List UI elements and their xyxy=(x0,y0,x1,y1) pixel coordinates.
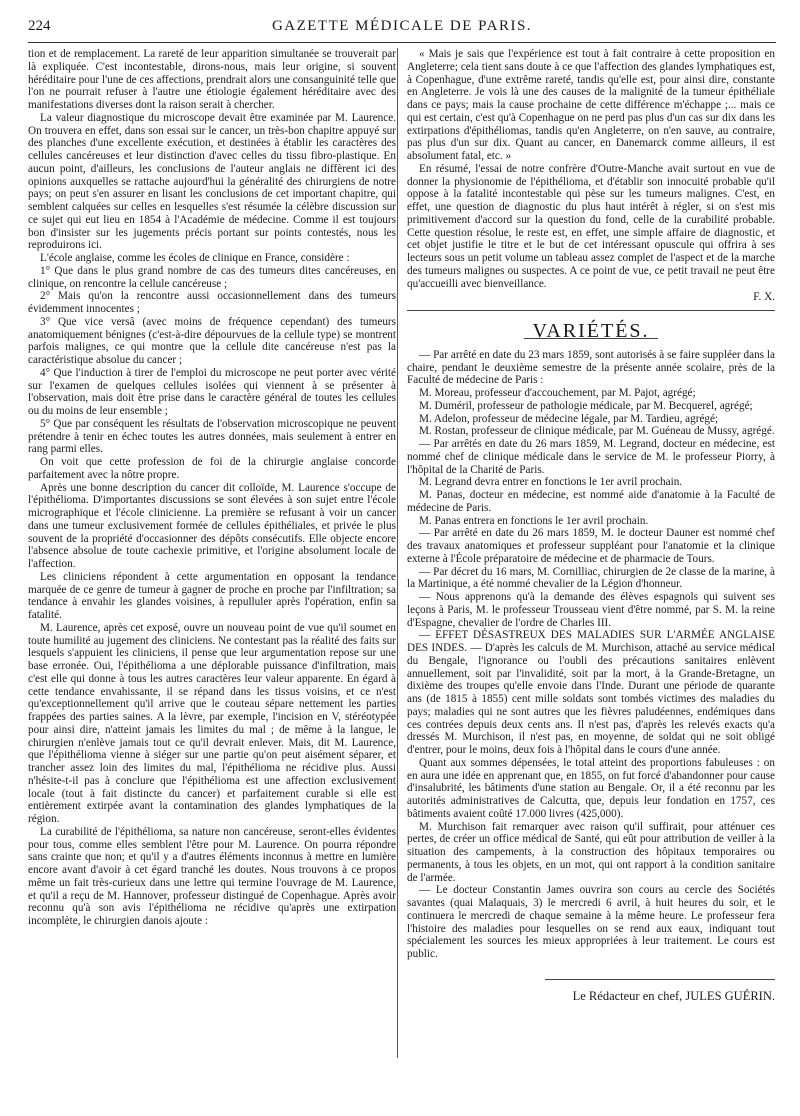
varietes-heading xyxy=(407,320,775,342)
editor-line: Le Rédacteur en chef, JULES GUÉRIN. xyxy=(572,988,775,1003)
running-title: GAZETTE MÉDICALE DE PARIS. xyxy=(271,18,533,34)
right-column-review xyxy=(407,48,775,290)
paragraph: En résumé, l'essai de notre confrère d'Outre-Manche avait surtout en vue de donner la physionomie de l'épithélioma, et d'établir son innocuité probable qu'il oppose à la fatalité incontestable qui pèse sur les tumeurs malignes. C'est, en effet, une question de diagnostic du plus haut intérêt à régler, si on s'est mis primitivement d'accord sur la question du fond, celle de la curabilité probable. Cette question résolue, le reste est, en effet, une simple affaire de diagnostic, et cet objet justifie le titre et le but de cet intéressant opuscule qui offrira à ses lecteurs sous un petit volume un tableau assez complet de l'aspect et de la marche des tumeurs malignes ou suspectes. A ce point de vue, ce petit travail ne peut être qu'accueilli avec bienveillance. xyxy=(407,162,775,290)
left-column xyxy=(28,48,396,928)
right-column xyxy=(407,48,775,1003)
header-rule xyxy=(28,42,776,43)
paragraph: Les cliniciens répondent à cette argumentation en opposant la tendance marquée de ce genre de tumeur à gagner de proche en proche par l'infiltration; sa tendance à envahir les glandes voisines, à repulluler après l'opération, enfin sa fatalité. xyxy=(28,570,396,621)
paragraph: M. Panas, docteur en médecine, est nommé aide d'anatomie à la Faculté de médecine de Paris. xyxy=(407,489,775,514)
paragraph: — Nous apprenons qu'à la demande des élèves espagnols qui suivent ses leçons à Paris, M. le professeur Trousseau vient d'être nommé, par S. M. la reine d'Espagne, chevalier de l'ordre de Charles III. xyxy=(407,591,775,629)
paragraph: — EFFET DÉSASTREUX DES MALADIES SUR L'ARMÉE ANGLAISE DES INDES. — D'après les calculs de M. Murchison, attaché au service médical du Bengale, l'ignorance ou l'oubli des précautions sanitaires enlèvent annuellement, soit par l'invalidité, soit par la mort, à la Grande-Bretagne, un dixième des troupes qu'elle envoie dans l'Inde. Durant une période de quarante ans (de 1815 à 1855) cent mille soldats sont tombés victimes des maladies du pays; maladies qui ne sont autres que les fièvres paludéennes, endémiques dans ces contrées depuis deux cents ans. Il n'est pas, d'après les relevés exacts qu'a dressés M. Murchison, il n'est pas, en moyenne, de soldat qui ne soit obligé d'entrer, pour le moins, deux fois à l'hôpital dans le cours d'une année. xyxy=(407,629,775,756)
paragraph: M. Moreau, professeur d'accouchement, par M. Pajot, agrégé; xyxy=(419,387,696,399)
paragraph: M. Murchison fait remarquer avec raison qu'il suffirait, pour atténuer ces pertes, de créer un office médical de Santé, qui eût pour attribution de veiller à la situation des campements, à la construction des hôpitaux temporaires ou permanents, à tous les objets, en un mot, qui ont rapport à la condition sanitaire de l'armée. xyxy=(407,820,775,884)
paragraph: 5° Que par conséquent les résultats de l'observation microscopique ne peuvent prétendre à tenir en échec toutes les autres données, mais seulement à entrer en rang parmi elles. xyxy=(28,417,396,456)
column-divider xyxy=(397,48,398,1058)
signature: F. X. xyxy=(753,291,775,304)
right-column-varietes xyxy=(407,349,775,961)
paragraph: — Par arrêté en date du 26 mars 1859, M. le docteur Dauner est nommé chef des travaux anatomiques et professeur suppléant pour l'anatomie et la clinique externe à l'École préparatoire de médecine et de pharmacie de Tours. xyxy=(407,527,775,565)
paragraph: La valeur diagnostique du microscope devait être examinée par M. Laurence. On trouvera en effet, dans son essai sur le cancer, un très-bon chapitre appuyé sur des planches d'une excellente exécution, et destinées à établir les caractères des cellules cancéreuses et leur distinction d'avec celles du tissu fibro-plastique. En aucun point, d'ailleurs, les conclusions de l'auteur anglais ne diffèrent ici des opinions auxquelles se rattache aujourd'hui la généralité des chirurgiens de notre pays; on peut s'en assurer en lisant les conclusions de cet important chapitre, qui semblent calquées sur celles en lesquelles s'est résumée la célèbre discussion sur ce sujet qui eut lieu en 1854 à l'Académie de médecine. Comme il est toujours bon d'insister sur les jugements précis portant sur points contestés, nous les reproduirons ici. xyxy=(28,111,396,252)
paragraph: La curabilité de l'épithélioma, sa nature non cancéreuse, seront-elles évidentes pour tous, comme elles semblent l'être pour M. Laurence. On pourra répondre sans crainte que non; et qu'il y a d'autres éléments inconnus à mettre en lumière encore avant d'avoir à cet égard tranché les doutes. Nous trouvons à ce propos même un fait très-curieux dans une lettre qui termine l'ouvrage de M. Laurence, et qu'il a reçu de M. Hannover, professeur distingué de Copenhague. Après avoir reconnu qu'à son avis l'épithélioma ne récidive qu'après une extirpation incomplète, le chirurgien danois ajoute : xyxy=(28,825,396,927)
paragraph: — Par arrêtés en date du 26 mars 1859, M. Legrand, docteur en médecine, est nommé chef de clinique médicale dans le service de M. le professeur Piorry, à l'hôpital de la Charité de Paris. xyxy=(407,438,775,476)
paragraph: — Le docteur Constantin James ouvrira son cours au cercle des Sociétés savantes (quai Malaquais, 3) le mercredi 6 avril, à huit heures du soir, et le continuera le mercredi de chaque semaine à la même heure. Le professeur fera l'histoire des maladies pour lesquelles on se rend aux eaux, indiquant tout spécialement les sources les mieux appropriées à leur traitement. Le cours est public. xyxy=(407,884,775,960)
section-separator xyxy=(407,310,775,311)
paragraph: — Par décret du 16 mars, M. Cornilliac, chirurgien de 2e classe de la marine, à la Martinique, a été nommé chevalier de la Légion d'honneur. xyxy=(407,565,775,591)
paragraph: L'école anglaise, comme les écoles de clinique en France, considère : xyxy=(40,252,350,264)
paragraph: « Mais je sais que l'expérience est tout à fait contraire à cette proposition en Angleterre; cela tient sans doute à ce que l'affection des glandes lymphatiques est, à Copenhague, d'une extrême rareté, tandis qu'elle est, pour ainsi dire, constante en Angleterre. Je vois là une des causes de la malignité de la tumeur épithéliale dans ce pays; mais la cause prochaine de cette différence m'échappe ;... mais ce qui est certain, c'est qu'à Copenhague on ne perd pas plus d'un cas sur dix dans les extirpations d'épithéliomas, tandis qu'en Angleterre, on n'en sauve, au contraire, pas plus d'un sur dix. Quant au cancer, en Danemarck comme ailleurs, il est absolument fatal, etc. » xyxy=(407,48,775,162)
editor-rule xyxy=(545,979,775,980)
paragraph: M. Duméril, professeur de pathologie médicale, par M. Becquerel, agrégé; xyxy=(419,399,753,412)
paragraph: Quant aux sommes dépensées, le total atteint des proportions fabuleuses : on en aura une idée en apprenant que, en 1855, on fut forcé d'abandonner pour cause d'insalubrité, les bâtiments d'une station au Bengale. Or, il a été reconnu par les autorités administratives de Calcutta, que, depuis leur fondation en 1757, ces bâtiments avaient coûté 17.000 livres (425,000). xyxy=(407,756,775,820)
paragraph: On voit que cette profession de foi de la chirurgie anglaise concorde parfaitement avec la nôtre propre. xyxy=(28,456,396,481)
paragraph: 3° Que vice versâ (avec moins de fréquence cependant) des tumeurs anatomiquement bénignes (c'est-à-dire dépourvues de la cellule type) se montrent parfois malignes, ce qui montre que la cellule dite cancéreuse n'est pas la caractéristique absolue du cancer ; xyxy=(28,315,396,366)
paragraph: M. Laurence, après cet exposé, ouvre un nouveau point de vue qu'il soumet en toute humilité au jugement des cliniciens. Ne contestant pas la réalité des faits sur lesquels s'appuient les cliniciens, il pense que leur argumentation repose sur une base erronée. Oui, l'épithélioma a une déplorable puissance d'infiltration, mais c'est elle qui donne à tous les autres caractères leur valeur apparente. En égard à cette tendance envahissante, il se répand dans les tissus voisins, et ce n'est qu'exceptionnellement qu'il arrive que le couteau sépare nettement les parties frappées des parties saines. A la lèvre, par exemple, l'incision en V, stéréotypée pour ainsi dire, n'atteint jamais les limites du mal ; de même à la langue, le chirurgien n'enlève jamais tout ce qu'il devrait enlever. Mais, dit M. Laurence, que l'épithélioma vienne à siéger sur une partie qu'on peut aisément séparer, et trancher assez loin des limites du mal, l'épithélioma ne récidive plus. Aussi n'hésite-t-il pas à conclure que l'épithélioma est une affection exclusivement locale (tout à fait distincte du cancer) et parfaitement curable si elle est entièrement extirpée avant la contamination des glandes lymphatiques de la région. xyxy=(28,621,396,825)
paragraph: M. Panas entrera en fonctions le 1er avril prochain. xyxy=(419,514,649,527)
varietes-title: VARIÉTÉS. xyxy=(524,325,657,339)
paragraph: Après une bonne description du cancer dit colloïde, M. Laurence s'occupe de l'épithélioma. D'importantes discussions se sont élevées à son sujet entre l'école micrographique et l'école clinicienne. La première se refusant à voir un cancer dans une tumeur exclusivement formée de cellules épithéliales, et privée le plus souvent de la propriété d'occasionner des dépôts consécutifs. Elle objecte encore l'absence absolue de toute cachexie primitive, et l'origine absolument locale de l'affection. xyxy=(28,481,396,570)
page-number: 224 xyxy=(28,18,51,34)
paragraph: — Par arrêté en date du 23 mars 1859, sont autorisés à se faire suppléer dans la chaire, pendant le deuxième semestre de la présente année scolaire, près de la Faculté de médecine de Paris : xyxy=(407,348,775,387)
paragraph: 2° Mais qu'on la rencontre aussi occasionnellement dans des tumeurs évidemment innocentes ; xyxy=(28,290,396,315)
paragraph: 4° Que l'induction à tirer de l'emploi du microscope ne peut porter avec vérité sur l'examen de quelques cellules isolées qui viennent à se présenter à l'observation, mais doit être prise dans le caractère général de toutes les cellules ou du moins de leur ensemble ; xyxy=(28,366,396,417)
page-header xyxy=(28,10,776,40)
paragraph: M. Adelon, professeur de médecine légale, par M. Tardieu, agrégé; xyxy=(419,412,719,425)
paragraph: tion et de remplacement. La rareté de leur apparition simultanée se trouverait par là expliquée. C'est incontestable, dirons-nous, mais leur origine, si souvent héréditaire pour l'une de ces affections, prendrait alors une consanguinité telle que l'on ne pourrait refuser à l'autre une étiologie également héréditaire avec des manifestations diverses dont la raison serait à chercher. xyxy=(28,48,396,111)
paragraph: M. Rostan, professeur de clinique médicale, par M. Guéneau de Mussy, agrégé. xyxy=(419,425,775,438)
paragraph: 1° Que dans le plus grand nombre de cas des tumeurs dites cancéreuses, en clinique, on rencontre la cellule cancéreuse ; xyxy=(28,264,396,290)
paragraph: M. Legrand devra entrer en fonctions le 1er avril prochain. xyxy=(419,476,683,489)
